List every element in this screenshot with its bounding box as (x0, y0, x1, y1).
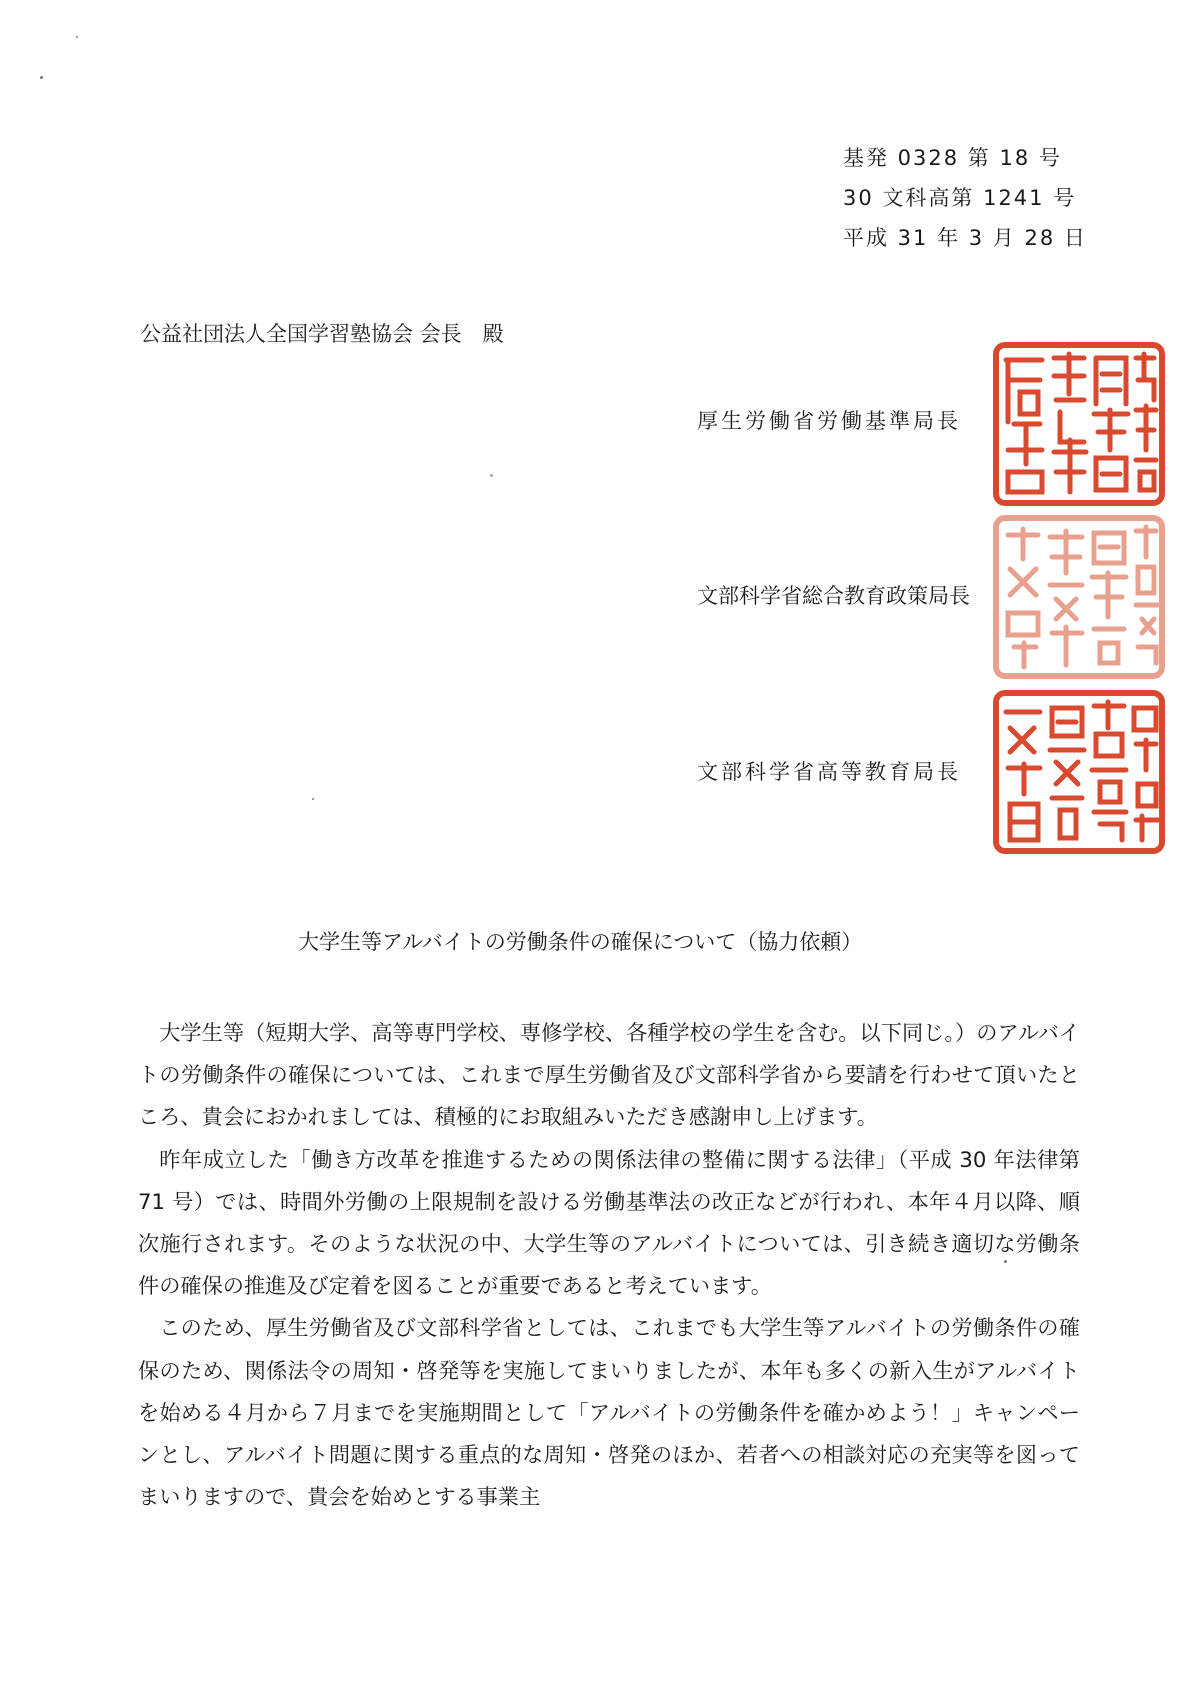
official-seal-icon (990, 688, 1168, 856)
body-paragraph: 大学生等（短期大学、高等専門学校、専修学校、各種学校の学生を含む。以下同じ。）のアルバイトの労働条件の確保については、これまで厚生労働省及び文部科学省から要請を行わせて頂いたところ、貴会におかれましては、積極的にお取組みいただき感謝申し上げます。 (138, 1020, 1080, 1130)
addressee: 公益社団法人全国学習塾協会 会長 殿 (140, 322, 504, 346)
paper-speck (40, 76, 43, 79)
paper-speck (1004, 1260, 1007, 1263)
document-date: 平成 31 年 3 月 28 日 (843, 226, 1087, 250)
paper-speck (312, 798, 314, 800)
sender-labor-standards-bureau: 厚生労働省労働基準局長 (697, 409, 961, 433)
document-subject: 大学生等アルバイトの労働条件の確保について（協力依頼） (298, 930, 863, 954)
body-paragraph: 昨年成立した「働き方改革を推進するための関係法律の整備に関する法律」（平成 30 年法律第 71 号）では、時間外労働の上限規制を設ける労働基準法の改正などが行われ、本年４月以降、順次施行されます。そのような状況の中、大学生等のアルバイトについては、引き続き適切な労働条件の確保の推進及び定着を図ることが重要であると考えています。 (138, 1146, 1080, 1299)
doc-number-mext: 30 文科高第 1241 号 (843, 186, 1077, 210)
official-seal-icon (990, 340, 1168, 508)
paper-speck (490, 474, 493, 477)
sender-higher-education-bureau: 文部科学省高等教育局長 (697, 760, 961, 784)
paper-speck (76, 36, 78, 38)
doc-number-mhlw: 基発 0328 第 18 号 (843, 146, 1062, 170)
body-paragraph: このため、厚生労働省及び文部科学省としては、これまでも大学生等アルバイトの労働条件の確保のため、関係法令の周知・啓発等を実施してまいりましたが、本年も多くの新入生がアルバイトを始める４月から７月までを実施期間として「アルバイトの労働条件を確かめよう！」キャンペーンとし、アルバイト問題に関する重点的な周知・啓発のほか、若者への相談対応の充実等を図ってまいりますので、貴会を始めとする事業主 (138, 1315, 1080, 1510)
official-seal-icon (990, 513, 1168, 681)
sender-education-policy-bureau: 文部科学省総合教育政策局長 (697, 584, 970, 608)
document-number-block (843, 138, 1087, 258)
document-body (138, 1012, 1080, 1518)
